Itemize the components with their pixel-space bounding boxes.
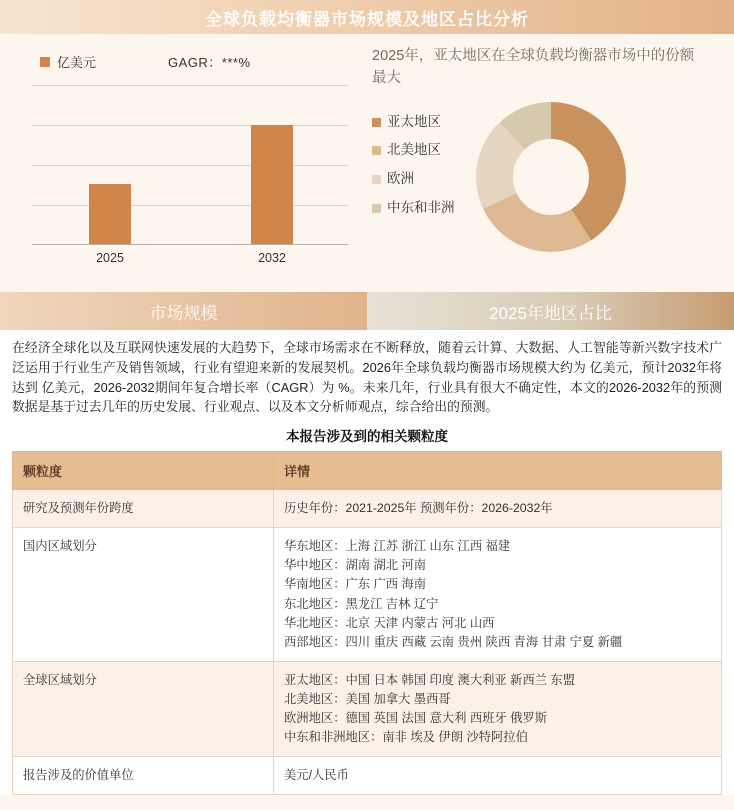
column-header-granularity: 颗粒度 <box>13 452 274 490</box>
detail-line: 华南地区：广东 广西 海南 <box>284 577 427 592</box>
bar-chart-legend <box>40 52 360 71</box>
pie-legend-label: 亚太地区 <box>387 113 441 129</box>
x-axis-line <box>32 244 348 245</box>
pie-legend-label: 中东和非洲 <box>387 200 455 216</box>
section-banner <box>0 292 734 330</box>
pie-legend-item <box>372 171 476 188</box>
detail-line: 美元/人民币 <box>284 767 349 782</box>
pie-legend-item <box>372 142 476 159</box>
table-row <box>13 490 722 528</box>
detail-line: 华中地区：湖南 湖北 河南 <box>284 558 427 573</box>
detail-line: 华东地区：上海 江苏 浙江 山东 江西 福建 <box>284 539 511 554</box>
x-axis-labels <box>32 251 348 269</box>
table-caption: 本报告涉及到的相关颗粒度 <box>286 429 448 445</box>
pie-chart-body <box>372 96 724 252</box>
table-body <box>13 490 722 795</box>
pie-chart-title: 2025年，亚太地区在全球负载均衡器市场中的份额最大 <box>372 48 695 86</box>
bar-plot-area <box>32 85 348 245</box>
bar-legend-label: 亿美元 <box>57 55 97 70</box>
table-row <box>13 756 722 794</box>
table-cell-granularity: 国内区域划分 <box>13 528 274 661</box>
detail-line: 北美地区：美国 加拿大 墨西哥 <box>284 691 451 706</box>
x-tick-label: 2025 <box>96 251 124 265</box>
page-title: 全球负载均衡器市场规模及地区占比分析 <box>205 9 529 29</box>
page-header <box>0 0 734 34</box>
detail-line: 欧洲地区：德国 英国 法国 意大利 西班牙 俄罗斯 <box>284 710 548 725</box>
pie-legend-item <box>372 200 476 217</box>
legend-swatch-icon <box>372 146 381 155</box>
table-cell-details <box>274 756 722 794</box>
pie-chart <box>360 34 734 292</box>
banner-market-size: 市场规模 <box>0 292 367 330</box>
donut-hole <box>513 139 589 215</box>
cagr-annotation: GAGR：***% <box>168 55 251 70</box>
detail-line: 西部地区：四川 重庆 西藏 云南 贵州 陕西 青海 甘肃 宁夏 新疆 <box>284 634 623 649</box>
body-section <box>0 330 734 795</box>
legend-swatch-icon <box>372 204 381 213</box>
legend-swatch-icon <box>40 57 50 67</box>
bar-series <box>32 85 348 244</box>
granularity-table <box>12 451 722 795</box>
charts-area <box>0 34 734 292</box>
donut-graphic <box>476 102 626 252</box>
pie-legend-item <box>372 114 476 131</box>
bar-chart <box>0 34 360 292</box>
table-cell-granularity: 全球区域划分 <box>13 661 274 756</box>
pie-legend-label: 北美地区 <box>387 142 441 158</box>
table-cell-details <box>274 528 722 661</box>
detail-line: 中东和非洲地区：南非 埃及 伊朗 沙特阿拉伯 <box>284 729 528 744</box>
x-tick-label: 2032 <box>258 251 286 265</box>
summary-paragraph: 在经济全球化以及互联网快速发展的大趋势下，全球市场需求在不断释放，随着云计算、大数据、人工智能等新兴数字技术广泛运用于行业生产及销售领域，行业有望迎来新的发展契机。2026年全球负载均衡器市场规模大约为 亿美元，预计2032年将达到 亿美元，2026-2032期间年复合增长率（CAGR）为 %。未来几年，行业具有很大不确定性，本文的2026-2032年的预测数据是基于过去几年的历史发展、行业观点、以及本文分析师观点，综合给出的预测。 <box>12 340 722 415</box>
column-header-details: 详情 <box>274 452 722 490</box>
table-cell-granularity: 报告涉及的价值单位 <box>13 756 274 794</box>
table-cell-details <box>274 661 722 756</box>
table-cell-granularity: 研究及预测年份跨度 <box>13 490 274 528</box>
bar-2032 <box>251 125 293 244</box>
pie-legend <box>372 96 476 252</box>
banner-region-share: 2025年地区占比 <box>367 292 734 330</box>
detail-line: 历史年份：2021-2025年 预测年份：2026-2032年 <box>284 501 553 516</box>
detail-line: 东北地区：黑龙江 吉林 辽宁 <box>284 596 439 611</box>
table-header-row <box>13 452 722 490</box>
detail-line: 亚太地区：中国 日本 韩国 印度 澳大利亚 新西兰 东盟 <box>284 672 576 687</box>
detail-line: 华北地区：北京 天津 内蒙古 河北 山西 <box>284 615 495 630</box>
pie-legend-label: 欧洲 <box>387 171 414 187</box>
table-row <box>13 661 722 756</box>
legend-swatch-icon <box>372 118 381 127</box>
legend-swatch-icon <box>372 175 381 184</box>
table-cell-details <box>274 490 722 528</box>
bar-2025 <box>89 184 131 244</box>
table-row <box>13 528 722 661</box>
